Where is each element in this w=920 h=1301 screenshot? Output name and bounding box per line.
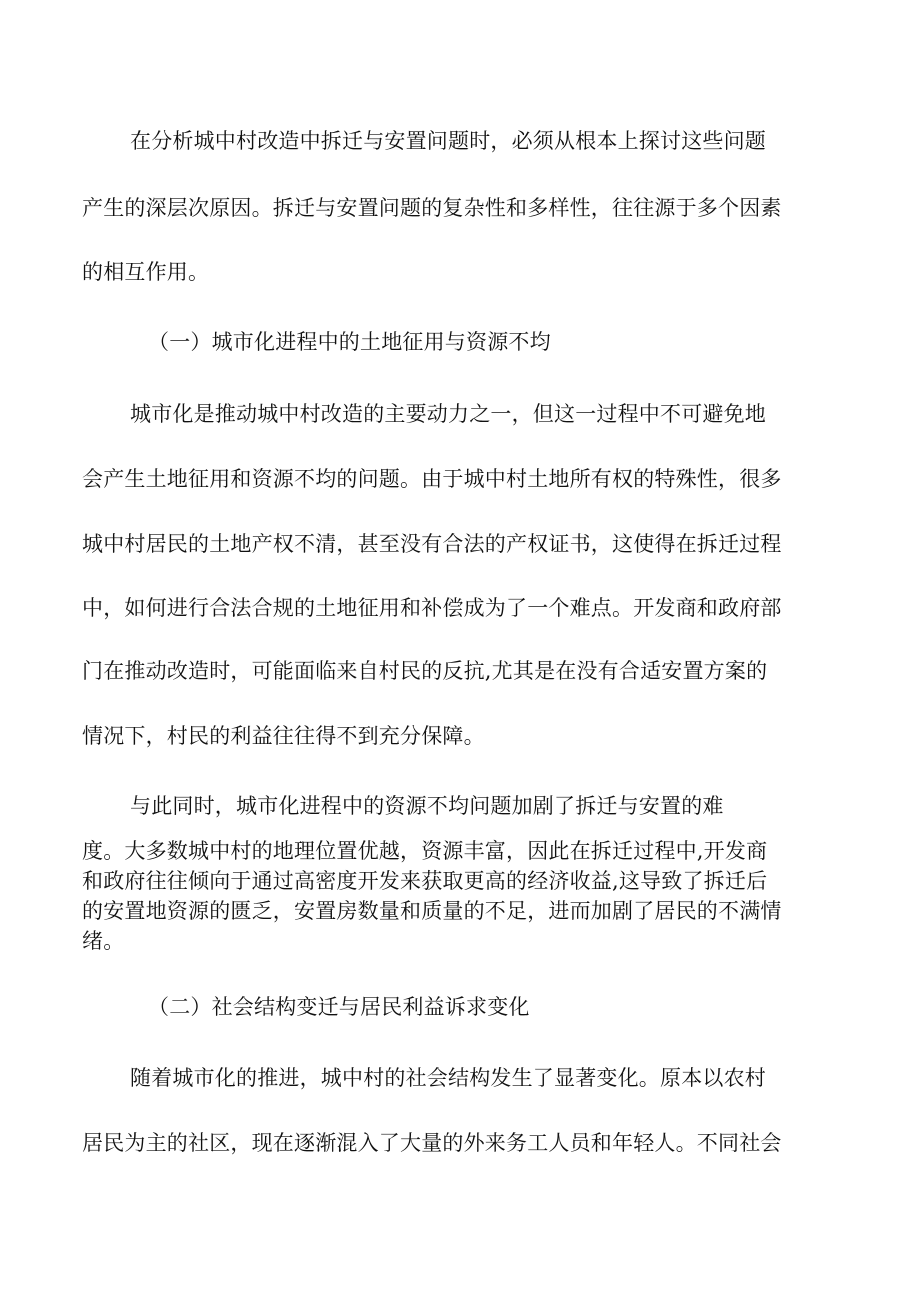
paragraph-line: 情况下，村民的利益往往得不到充分保障。 [82,724,485,748]
paragraph-line: 中，如何进行合法合规的土地征用和补偿成为了一个难点。开发商和政府部 [82,596,782,620]
section-heading-1: （一）城市化进程中的土地征用与资源不均 [148,330,551,354]
section-heading-2: （二）社会结构变迁与居民利益诉求变化 [148,995,530,1019]
paragraph-line: 度。大多数城中村的地理位置优越，资源丰富，因此在拆迁过程中,开发商 [82,839,768,863]
paragraph-line: 与此同时，城市化进程中的资源不均问题加剧了拆迁与安置的难 [130,794,724,818]
paragraph-line: 随着城市化的推进，城中村的社会结构发生了显著变化。原本以农村 [130,1066,766,1090]
paragraph-line: 城中村居民的土地产权不清，甚至没有合法的产权证书，这使得在拆迁过程 [82,532,782,556]
paragraph-line: 的相互作用。 [82,260,210,284]
paragraph-line: 会产生土地征用和资源不均的问题。由于城中村土地所有权的特殊性，很多 [82,467,782,491]
paragraph-line: 城市化是推动城中村改造的主要动力之一，但这一过程中不可避免地 [130,402,766,426]
paragraph-line: 绪。 [82,929,125,953]
paragraph-line: 产生的深层次原因。拆迁与安置问题的复杂性和多样性，往往源于多个因素 [82,196,782,220]
paragraph-line: 在分析城中村改造中拆迁与安置问题时，必须从根本上探讨这些问题 [130,129,766,153]
paragraph-line: 居民为主的社区，现在逐渐混入了大量的外来务工人员和年轻人。不同社会 [82,1131,782,1155]
paragraph-line: 的安置地资源的匮乏，安置房数量和质量的不足，进而加剧了居民的不满情 [82,899,782,923]
paragraph-line: 和政府往往倾向于通过高密度开发来获取更高的经济收益,这导致了拆迁后 [82,869,768,893]
paragraph-line: 门在推动改造时，可能面临来自村民的反抗,尤其是在没有合适安置方案的 [82,659,768,683]
